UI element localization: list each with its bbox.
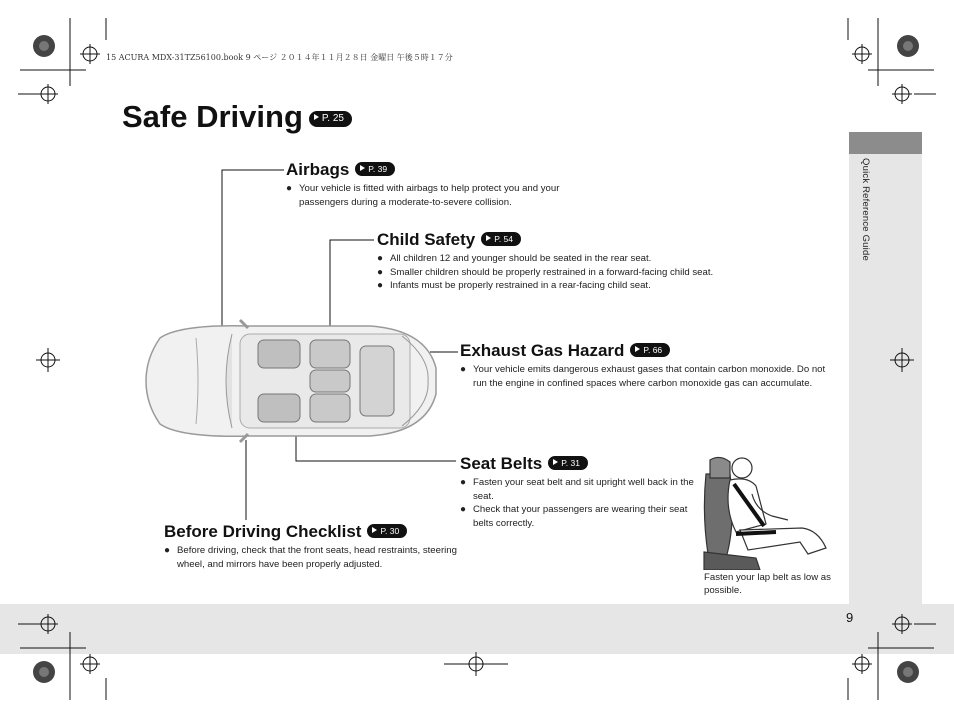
checklist-heading [164, 522, 487, 542]
exhaust-page-ref-label: P. 66 [643, 345, 663, 355]
bullet-text: Fasten your seat belt and sit upright well back in the seat. [473, 477, 694, 502]
bullet-text: Before driving, check that the front seats, head restraints, steering wheel, and mirrors have been properly adjusted. [177, 545, 457, 570]
bullet-icon: ● [164, 545, 171, 556]
bullet-icon: ● [460, 364, 467, 375]
bullet-text: All children 12 and younger should be seated in the rear seat. [390, 253, 652, 264]
bullet-text: Your vehicle emits dangerous exhaust gases that contain carbon monoxide. Do not run the engine in confined spaces where carbon monoxide gas can accumulate. [473, 364, 826, 389]
bullet-text: Your vehicle is fitted with airbags to help protect you and your passengers during a moderate-to-severe collision. [299, 183, 560, 208]
arrow-right-icon [635, 346, 640, 352]
bullet-icon: ● [377, 266, 384, 278]
exhaust-page-ref[interactable] [630, 343, 670, 357]
bullet-text: Smaller children should be properly restrained in a forward-facing child seat. [390, 266, 714, 278]
arrow-right-icon [360, 165, 365, 171]
section-before-driving-checklist [164, 522, 487, 571]
child-safety-title: Child Safety [377, 230, 476, 249]
child-safety-page-ref[interactable] [481, 232, 521, 246]
bullet-icon: ● [286, 183, 293, 194]
vehicle-top-view-illustration [140, 318, 440, 444]
child-safety-heading [377, 230, 713, 250]
checklist-page-ref[interactable] [367, 524, 407, 538]
list-item [460, 363, 828, 390]
exhaust-title: Exhaust Gas Hazard [460, 341, 625, 360]
list-item [377, 252, 713, 266]
airbags-heading [286, 160, 599, 180]
bullet-icon: ● [460, 477, 467, 488]
list-item [377, 279, 713, 293]
section-seat-belts [460, 454, 697, 530]
list-item [164, 544, 487, 571]
print-header: 15 ACURA MDX-31TZ56100.book 9 ページ ２０１４年１１月２８日 金曜日 午後５時１７分 [106, 53, 453, 62]
airbags-title: Airbags [286, 160, 350, 179]
bullet-text: Infants must be properly restrained in a rear-facing child seat. [390, 280, 651, 291]
seat-belts-title: Seat Belts [460, 454, 543, 473]
checklist-page-ref-label: P. 30 [380, 526, 400, 536]
arrow-right-icon [486, 235, 491, 241]
seat-belts-page-ref[interactable] [548, 456, 588, 470]
page-title-text: Safe Driving [122, 99, 303, 134]
page-number: 9 [846, 610, 854, 625]
exhaust-heading [460, 341, 828, 361]
section-child-safety [377, 230, 713, 293]
airbags-page-ref-label: P. 39 [368, 164, 388, 174]
airbags-page-ref[interactable] [355, 162, 395, 176]
list-item [460, 476, 697, 503]
child-safety-page-ref-label: P. 54 [494, 234, 514, 244]
bullet-text: Check that your passengers are wearing their seat belts correctly. [473, 504, 688, 529]
seat-belts-page-ref-label: P. 31 [561, 458, 580, 468]
checklist-title: Before Driving Checklist [164, 522, 362, 541]
arrow-right-icon [372, 527, 377, 533]
arrow-right-icon [553, 459, 558, 465]
list-item [286, 182, 599, 209]
bullet-icon: ● [460, 504, 467, 515]
bullet-icon: ● [377, 280, 384, 291]
list-item [377, 266, 713, 280]
bullet-icon: ● [377, 253, 384, 264]
side-tab-label: Quick Reference Guide [860, 158, 871, 261]
seat-belt-driver-illustration [696, 454, 836, 570]
title-page-ref-label: P. 25 [321, 113, 344, 124]
list-item [460, 503, 697, 530]
section-exhaust-gas-hazard [460, 341, 828, 390]
section-airbags [286, 160, 599, 209]
seat-belts-heading [460, 454, 697, 474]
illustration-caption: Fasten your lap belt as low as possible. [704, 572, 831, 596]
